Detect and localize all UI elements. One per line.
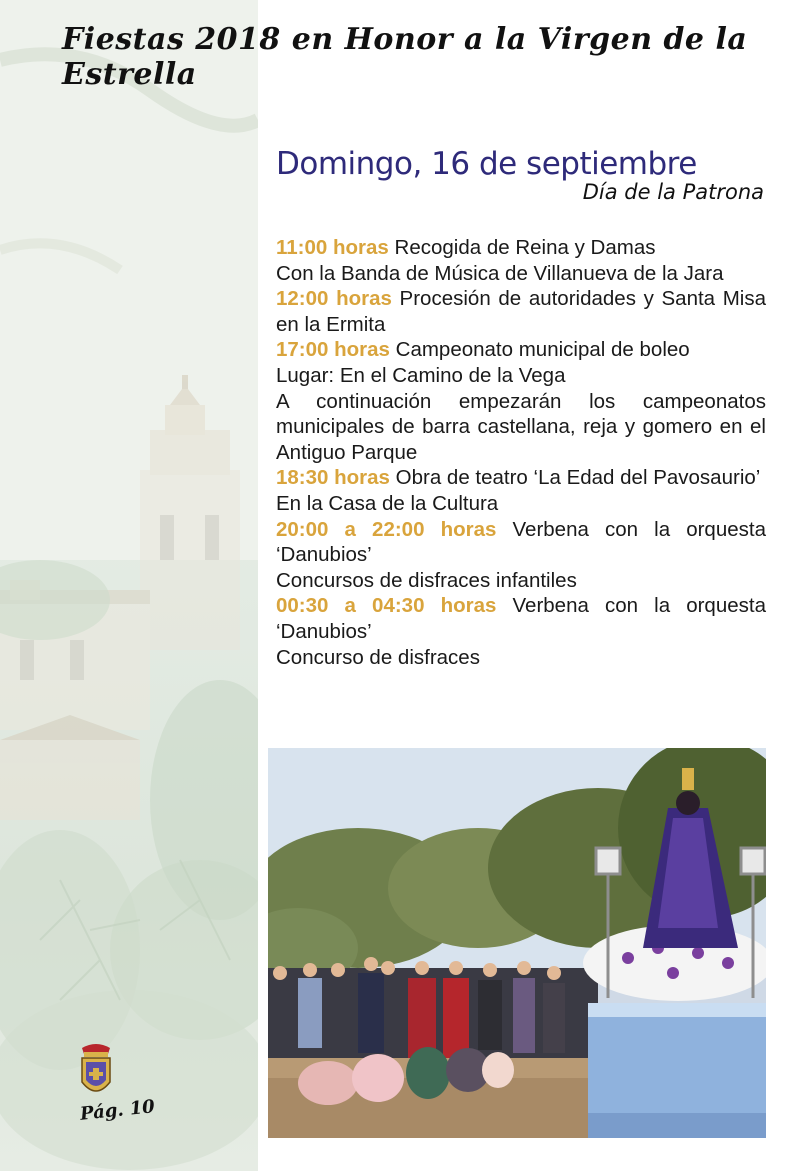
schedule-entry [276,517,766,568]
schedule-entry [276,491,766,517]
event-text: Verbena con la orquesta ‘Danubios’ [276,517,766,567]
schedule-entry [276,286,766,337]
page-number: Pág. 10 [79,1096,156,1125]
event-text: En la Casa de la Cultura [276,491,499,515]
event-time: 00:30 a 04:30 horas [276,594,497,618]
procession-illustration [268,748,766,1138]
event-time: 18:30 horas [276,466,390,490]
faded-church-illustration [0,0,258,1171]
event-text: Concursos de disfraces infantiles [276,568,577,592]
day-subtitle: Día de la Patrona [582,180,764,204]
municipal-crest-icon [76,1040,116,1104]
schedule-entry [276,261,766,287]
event-time: 12:00 horas [276,287,392,311]
event-text: Verbena con la orquesta ‘Danubios’ [276,594,766,643]
header-title: Fiestas 2018 en Honor a la Virgen de la Estrella [62,22,748,92]
event-time: 17:00 horas [276,338,390,362]
schedule-entry [276,363,766,389]
schedule-entry [276,337,766,363]
schedule-entry [276,465,766,491]
schedule-entry [276,593,766,644]
schedule-list [276,235,766,670]
event-text: Con la Banda de Música de Villanueva de la Jara [276,261,724,285]
schedule-entry [276,645,766,671]
event-time: 20:00 a 22:00 horas [276,517,497,541]
event-text: Concurso de disfraces [276,645,480,669]
event-text: A continuación empezarán los campeonatos municipales de barra castellana, reja y gomero en el Antiguo Parque [276,389,766,464]
event-text: Obra de teatro ‘La Edad del Pavosaurio’ [389,466,761,490]
event-text: Recogida de Reina y Damas [388,236,656,259]
event-time: 11:00 horas [276,236,389,259]
event-text: Campeonato municipal de boleo [389,338,690,362]
day-title: Domingo, 16 de septiembre [276,146,697,182]
schedule-entry [276,389,766,466]
schedule-entry [276,568,766,594]
schedule-entry [276,235,766,261]
event-text: Procesión de autoridades y Santa Misa en la Ermita [276,287,766,336]
background-photo-strip [0,0,258,1171]
procession-photo [268,748,766,1138]
event-text: Lugar: En el Camino de la Vega [276,363,566,387]
